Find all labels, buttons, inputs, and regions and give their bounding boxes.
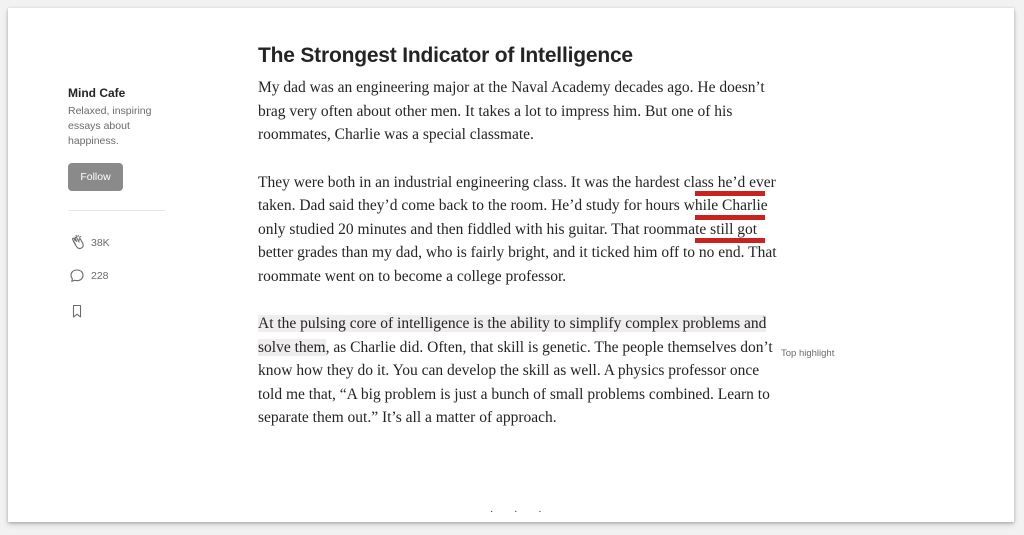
article-title: The Strongest Indicator of Intelligence — [258, 44, 633, 67]
more-content-indicator: · · · — [490, 506, 551, 517]
bookmark-icon — [68, 302, 86, 320]
red-annotation-mark — [695, 215, 765, 220]
paragraph-2: They were both in an industrial engineering class. It was the hardest class he’d ever taken. Dad said they’d come back to the room. He’d study for hours while Charlie only studied 20 minutes and then fiddled with his guitar. That roommate still got better grades than my dad, who is fairly bright, and it ticked him off to no end. That roommate went on to become a college professor. — [258, 173, 777, 285]
clap-icon — [68, 234, 86, 252]
red-annotation-mark — [695, 238, 765, 243]
article-body — [258, 44, 778, 454]
sidebar-divider — [68, 210, 165, 211]
paragraph-3 — [258, 312, 778, 430]
claps-count: 38K — [91, 237, 110, 249]
publication-sidebar — [68, 86, 168, 191]
publication-description: Relaxed, inspiring essays about happiness. — [68, 105, 152, 147]
responses-count: 228 — [91, 270, 109, 282]
responses-button[interactable] — [68, 267, 109, 285]
bookmark-button[interactable] — [68, 302, 91, 320]
red-annotation-mark — [695, 191, 765, 196]
publication-name[interactable]: Mind Cafe — [68, 86, 126, 100]
article-page — [8, 8, 1014, 522]
highlighted-text[interactable]: At the pulsing core of intelligence is the ability to simplify complex problems and solve them — [258, 315, 767, 356]
follow-button[interactable]: Follow — [68, 163, 123, 191]
paragraph-1: My dad was an engineering major at the Naval Academy decades ago. He doesn’t brag very often about other men. It takes a lot to impress him. But one of his roommates, Charlie was a special classmate. — [258, 79, 765, 143]
paragraph-3-rest: , as Charlie did. Often, that skill is genetic. The people themselves don’t know how they do it. You can develop the skill as well. A physics professor once told me that, “A big problem is just a bunch of small problems combined. Learn to separate them out.” It’s all a matter of approach. — [258, 338, 773, 426]
top-highlight-label: Top highlight — [781, 348, 835, 359]
clap-button[interactable] — [68, 234, 110, 252]
response-icon — [68, 267, 86, 285]
